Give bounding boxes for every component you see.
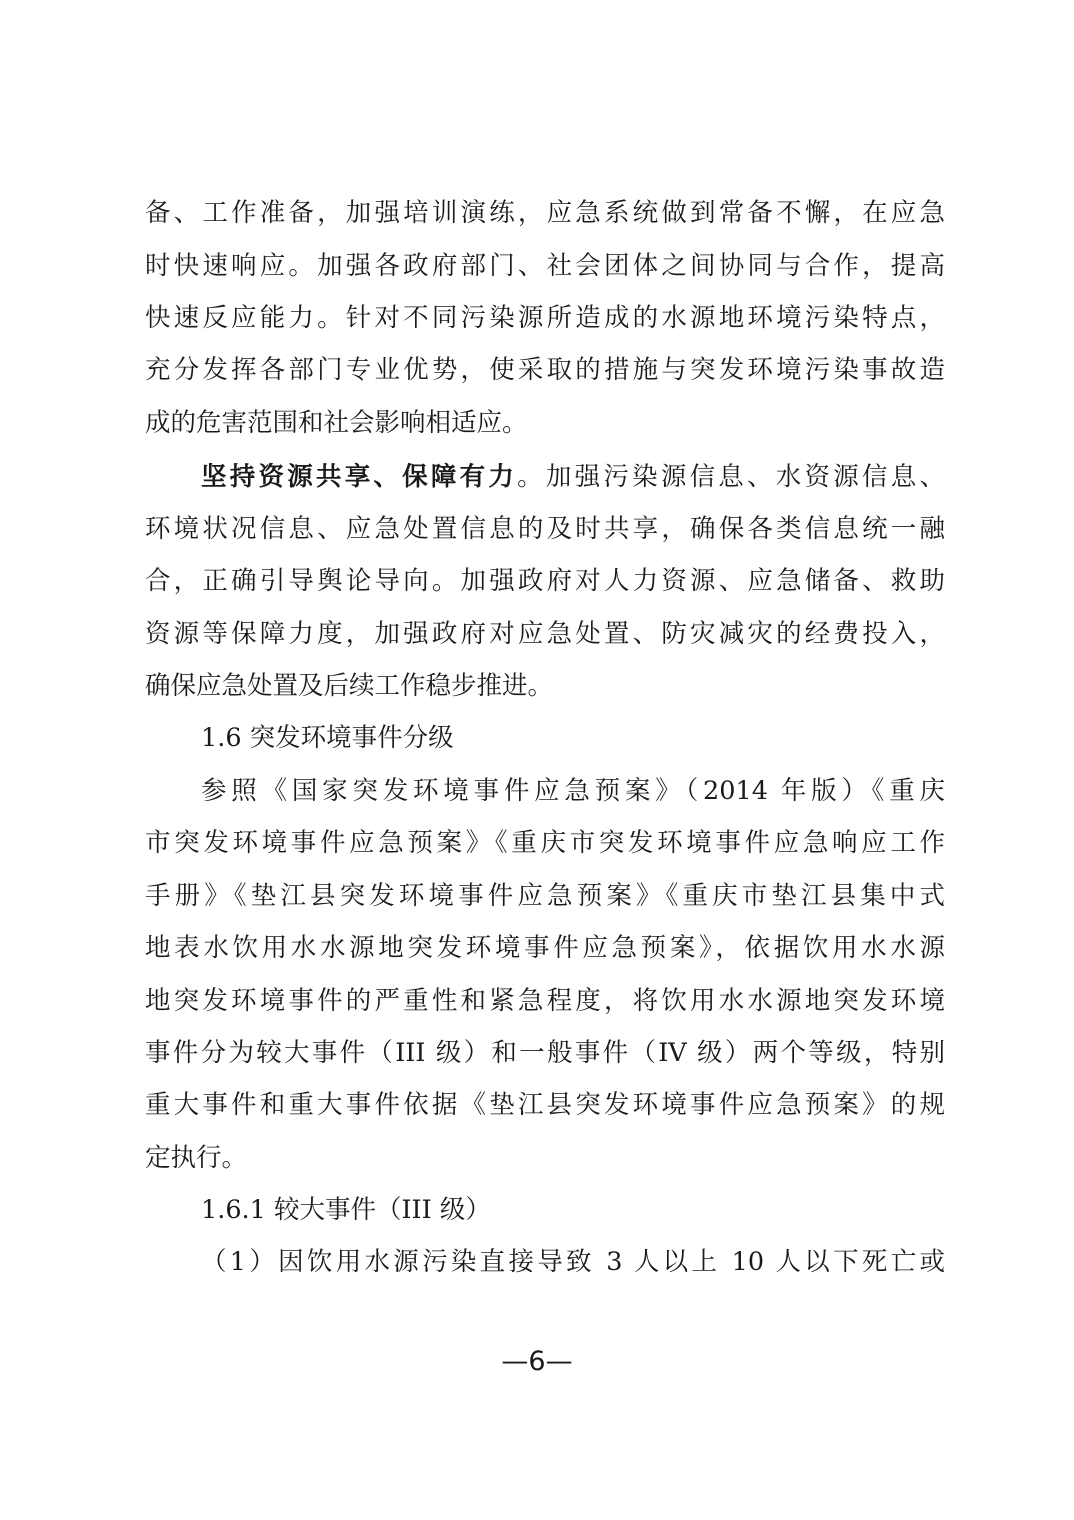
paragraph-line: （1）因饮用水源污染直接导致 3 人以上 10 人以下死亡或 — [201, 1247, 945, 1277]
paragraph-line: 资源等保障力度，加强政府对应急处置、防灾减灾的经费投入， — [145, 619, 945, 649]
subsection-heading: 1.6.1 较大事件（III 级） — [201, 1195, 491, 1225]
paragraph-line: 备、工作准备，加强培训演练，应急系统做到常备不懈，在应急 — [145, 198, 945, 228]
paragraph-line: 参照《国家突发环境事件应急预案》（2014 年版）《重庆 — [201, 776, 945, 806]
paragraph-line: 成的危害范围和社会影响相适应。 — [145, 408, 528, 438]
paragraph-line: 事件分为较大事件（III 级）和一般事件（IV 级）两个等级，特别 — [145, 1038, 945, 1068]
paragraph-line: 合，正确引导舆论导向。加强政府对人力资源、应急储备、救助 — [145, 566, 945, 596]
paragraph-line: 市突发环境事件应急预案》《重庆市突发环境事件应急响应工作 — [145, 828, 945, 858]
bold-lead-text: 坚持资源共享、保障有力 — [201, 462, 518, 492]
page-number: —6— — [501, 1346, 573, 1377]
paragraph-line: 环境状况信息、应急处置信息的及时共享，确保各类信息统一融 — [145, 514, 945, 544]
paragraph-line: 重大事件和重大事件依据《垫江县突发环境事件应急预案》的规 — [145, 1090, 945, 1120]
paragraph-line: 手册》《垫江县突发环境事件应急预案》《重庆市垫江县集中式 — [145, 881, 945, 911]
lead-rest-text: 。加强污染源信息、水资源信息、 — [517, 462, 945, 492]
paragraph-line: 充分发挥各部门专业优势，使采取的措施与突发环境污染事故造 — [145, 355, 945, 385]
paragraph-line: 时快速响应。加强各政府部门、社会团体之间协同与合作，提高 — [145, 251, 945, 281]
paragraph-line: 地突发环境事件的严重性和紧急程度，将饮用水水源地突发环境 — [145, 986, 945, 1016]
paragraph-line: 定执行。 — [145, 1143, 248, 1173]
paragraph-line: 快速反应能力。针对不同污染源所造成的水源地环境污染特点， — [145, 303, 945, 333]
paragraph-lead-line — [201, 457, 945, 497]
paragraph-line: 确保应急处置及后续工作稳步推进。 — [145, 671, 554, 701]
section-heading: 1.6 突发环境事件分级 — [201, 723, 454, 753]
paragraph-line: 地表水饮用水水源地突发环境事件应急预案》，依据饮用水水源 — [145, 933, 945, 963]
